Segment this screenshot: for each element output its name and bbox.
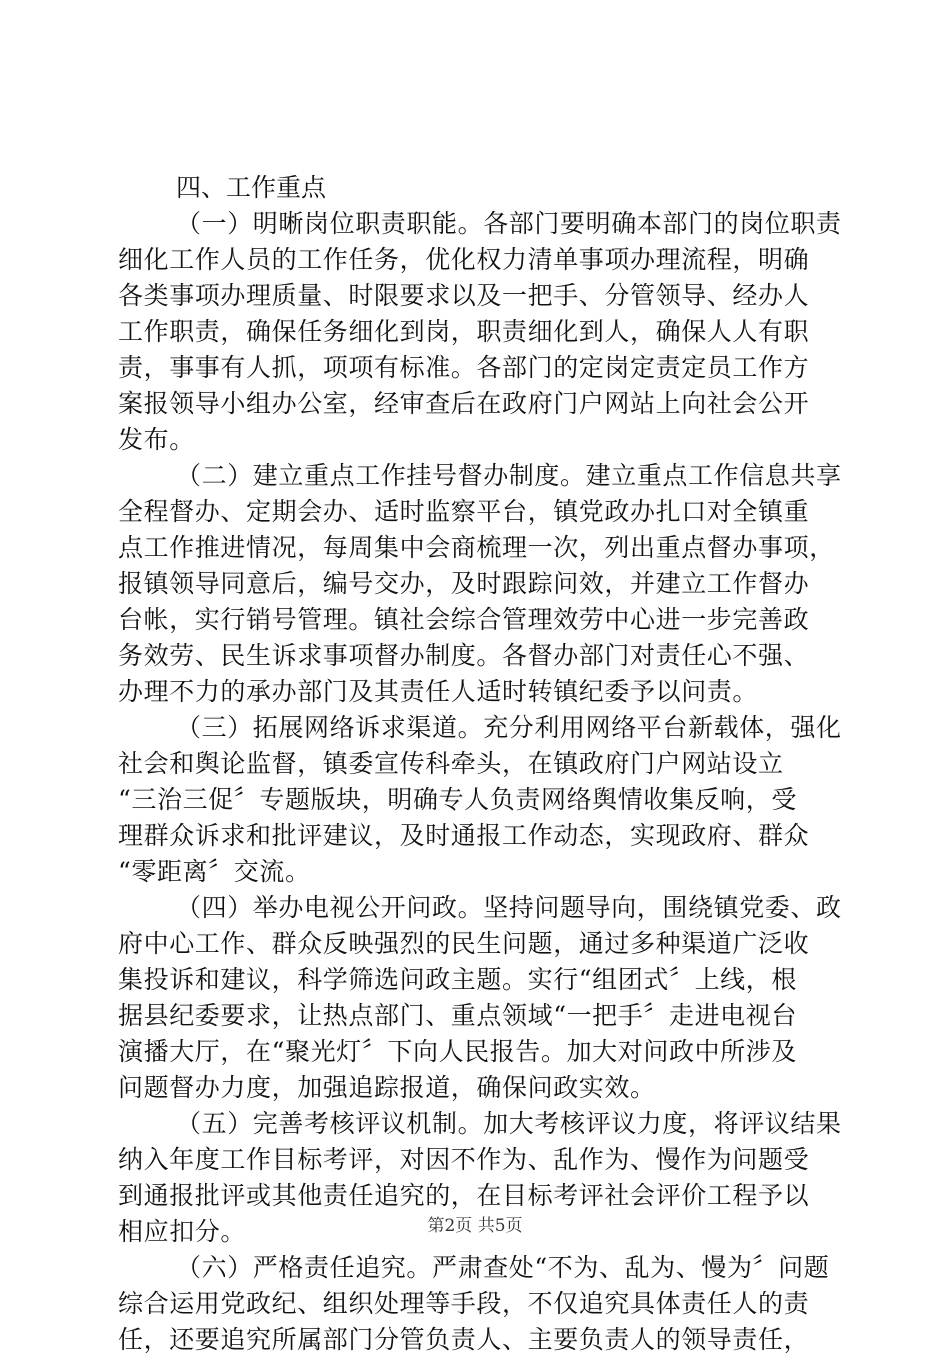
paragraph-list bbox=[118, 206, 842, 1358]
paragraph-line: 台帐，实行销号管理。镇社会综合管理效劳中心进一步完善政 bbox=[118, 605, 810, 634]
paragraph-line: 社会和舆论监督，镇委宣传科牵头，在镇政府门户网站设立 bbox=[118, 749, 784, 778]
paragraph-line: 责，事事有人抓，项项有标准。各部门的定岗定责定员工作方 bbox=[118, 353, 810, 382]
paragraph-line: 综合运用党政纪、组织处理等手段，不仅追究具体责任人的责 bbox=[118, 1289, 810, 1318]
paragraph-line: 办理不力的承办部门及其责任人适时转镇纪委予以问责。 bbox=[118, 677, 759, 706]
paragraph-line: “零距离〞交流。 bbox=[118, 857, 311, 886]
paragraph-line: 府中心工作、群众反映强烈的民生问题，通过多种渠道广泛收 bbox=[118, 929, 810, 958]
paragraph-line: （五）完善考核评议机制。加大考核评议力度，将评议结果 bbox=[176, 1109, 842, 1138]
paragraph bbox=[118, 890, 842, 1106]
paragraph-line: 任，还要追究所属部门分管负责人、主要负责人的领导责任， bbox=[118, 1325, 810, 1354]
paragraph-line: 报镇领导同意后，编号交办，及时跟踪问效，并建立工作督办 bbox=[118, 569, 810, 598]
paragraph-line: 演播大厅，在“聚光灯〞下向人民报告。加大对问政中所涉及 bbox=[118, 1037, 797, 1066]
paragraph-line: 纳入年度工作目标考评，对因不作为、乱作为、慢作为问题受 bbox=[118, 1145, 810, 1174]
paragraph-line: 据县纪委要求，让热点部门、重点领域“一把手〞走进电视台 bbox=[118, 1001, 797, 1030]
paragraph-line: 点工作推进情况，每周集中会商梳理一次，列出重点督办事项， bbox=[118, 533, 835, 562]
paragraph-line: （三）拓展网络诉求渠道。充分利用网络平台新载体，强化 bbox=[176, 713, 842, 742]
page-footer: 第2页 共5页 bbox=[427, 1216, 523, 1236]
paragraph-line: 案报领导小组办公室，经审查后在政府门户网站上向社会公开 bbox=[118, 389, 810, 418]
paragraph-line: 细化工作人员的工作任务，优化权力清单事项办理流程，明确 bbox=[118, 245, 810, 274]
paragraph-line: “三治三促〞专题版块，明确专人负责网络舆情收集反响，受 bbox=[118, 785, 797, 814]
paragraph-line: 工作职责，确保任务细化到岗，职责细化到人，确保人人有职 bbox=[118, 317, 810, 346]
paragraph-line: 各类事项办理质量、时限要求以及一把手、分管领导、经办人 bbox=[118, 281, 810, 310]
paragraph bbox=[118, 1250, 838, 1358]
paragraph-line: 理群众诉求和批评建议，及时通报工作动态，实现政府、群众 bbox=[118, 821, 810, 850]
paragraph-line: 到通报批评或其他责任追究的，在目标考评社会评价工程予以 bbox=[118, 1181, 810, 1210]
paragraph-line: 问题督办力度，加强追踪报道，确保问政实效。 bbox=[118, 1073, 656, 1102]
paragraph-line: 相应扣分。 bbox=[118, 1217, 247, 1246]
paragraph-line: （四）举办电视公开问政。坚持问题导向，围绕镇党委、政 bbox=[176, 893, 842, 922]
section-heading: 四、工作重点 bbox=[176, 173, 327, 202]
paragraph bbox=[118, 710, 842, 890]
paragraph-line: 发布。 bbox=[118, 425, 195, 454]
paragraph-line: 全程督办、定期会办、适时监察平台，镇党政办扎口对全镇重 bbox=[118, 497, 810, 526]
paragraph bbox=[118, 458, 842, 710]
paragraph-line: （一）明晰岗位职责职能。各部门要明确本部门的岗位职责 bbox=[176, 209, 842, 238]
document-body bbox=[118, 170, 842, 1358]
paragraph bbox=[118, 206, 842, 458]
paragraph-line: （六）严格责任追究。严肃查处“不为、乱为、慢为〞问题 bbox=[176, 1253, 830, 1282]
paragraph-line: 集投诉和建议，科学筛选问政主题。实行“组团式〞上线，根 bbox=[118, 965, 797, 994]
paragraph-line: （二）建立重点工作挂号督办制度。建立重点工作信息共享 bbox=[176, 461, 842, 490]
paragraph-line: 务效劳、民生诉求事项督办制度。各督办部门对责任心不强、 bbox=[118, 641, 810, 670]
